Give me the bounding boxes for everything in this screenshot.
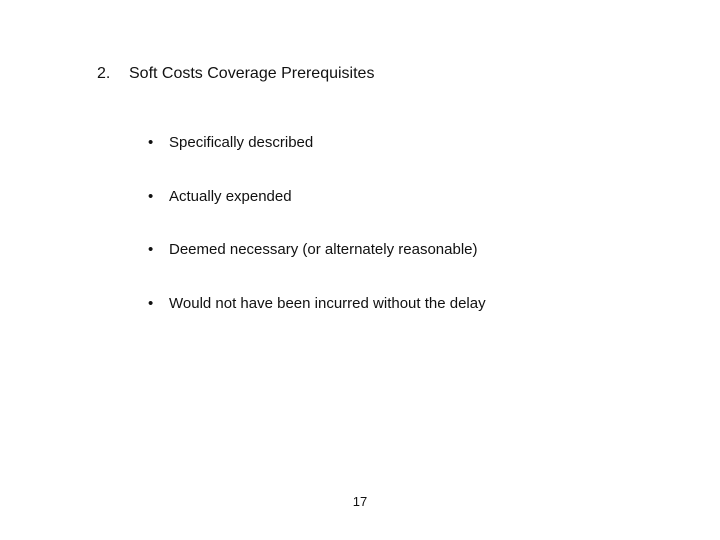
heading-number: 2. [97, 65, 111, 82]
bullet-text: Would not have been incurred without the delay [169, 294, 486, 312]
bullet-item [148, 240, 486, 294]
page-number: 17 [352, 494, 368, 509]
bullet-text: Actually expended [169, 187, 292, 205]
bullet-item [148, 294, 486, 348]
bullet-icon: • [148, 241, 154, 258]
bullet-text: Deemed necessary (or alternately reasonable) [169, 241, 478, 258]
bullet-text: Specifically described [169, 134, 314, 151]
bullet-icon: • [148, 294, 154, 312]
slide-heading [97, 64, 374, 84]
heading-text: Soft Costs Coverage Prerequisites [129, 65, 375, 82]
bullet-icon: • [148, 134, 154, 151]
bullet-item [148, 187, 486, 241]
bullet-icon: • [148, 187, 154, 205]
bullet-list [148, 133, 486, 347]
bullet-item [148, 133, 486, 187]
